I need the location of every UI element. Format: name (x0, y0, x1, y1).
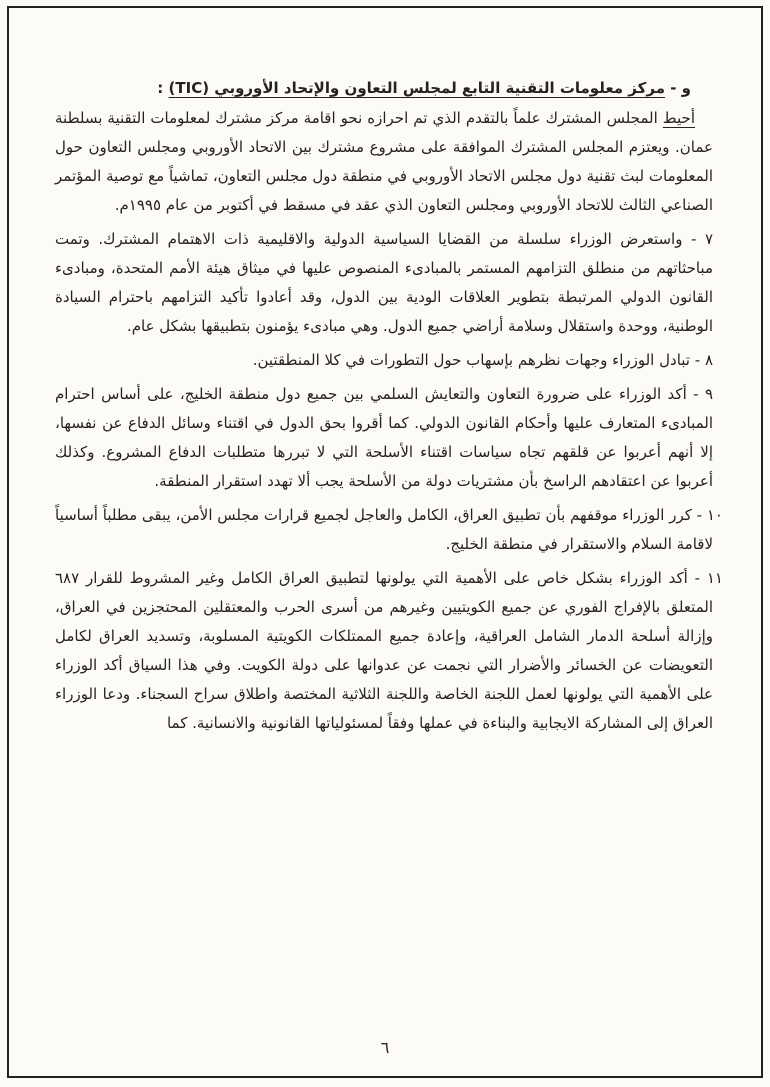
intro-paragraph-text: المجلس المشترك علماً بالتقدم الذي تم احرازه نحو اقامة مركز مشترك لمعلومات التقنية بسلطنة عمان. ويعتزم المجلس المشترك الموافقة على مشروع مشترك بين الاتحاد الأوروبي ومجلس التعاون حول المعلومات لبث تقنية دول مجلس الاتحاد الأوروبي في منطقة دول مجلس التعاون، تماشياً مع توصية المؤتمر الصناعي الثالث للاتحاد الأوروبي ومجلس التعاون الذي عقد في مسقط في أكتوبر من عام ١٩٩٥م. (55, 109, 713, 214)
item-number: ١١ - (694, 569, 723, 587)
section-heading (55, 74, 713, 103)
heading-title: مركز معلومات التقنية التابع لمجلس التعاون والإتحاد الأوروبي (TIC) (168, 79, 665, 97)
intro-paragraph (55, 104, 713, 220)
numbered-item-8 (55, 346, 713, 375)
heading-prefix: و - (670, 79, 691, 97)
numbered-item-10 (55, 501, 723, 559)
item-text: أكد الوزراء على ضرورة التعاون والتعايش السلمي بين جميع دول منطقة الخليج، على أساس احترام المبادىء المتعارف عليها وأحكام القانون الدولي. كما أقروا بحق الدول في اقتناء وسائل الدفاع عن نفسها، إلا أنهم أعربوا عن قلقهم تجاه سياسات اقتناء الأسلحة التي لا تبررها متطلبات الدفاع المشروع. وكذلك أعربوا عن اعتقادهم الراسخ بأن مشتريات دولة من الأسلحة يجب ألا تهدد استقرار المنطقة. (55, 385, 713, 490)
heading-colon: : (157, 79, 164, 97)
item-number: ٨ - (694, 351, 713, 369)
item-text: تبادل الوزراء وجهات نظرهم بإسهاب حول التطورات في كلا المنطقتين. (252, 351, 690, 369)
item-text: أكد الوزراء بشكل خاص على الأهمية التي يولونها لتطبيق العراق الكامل وغير المشروط للقرار ٦٨٧ المتعلق بالإفراج الفوري عن جميع الكويتيين وغيرهم من أسرى الحرب والمعتقلين المحتجزين في العراق، وإزالة أسلحة الدمار الشامل العراقية، وإعادة جميع الممتلكات الكويتية المسلوبة، وتسديد العراق لكامل التعويضات عن الخسائر والأضرار التي نجمت عن عدوانها على دولة الكويت. وفي هذا السياق أكد الوزراء على الأهمية التي يولونها لعمل اللجنة الخاصة واللجنة الثلاثية المختصة واطلاق سراح السجناء. ودعا الوزراء العراق إلى المشاركة الايجابية والبناءة في عملها وفقاً لمسئولياتها القانونية والانسانية. كما (55, 569, 713, 732)
intro-lead-word: أحيط (662, 109, 696, 127)
item-number: ٧ - (691, 230, 713, 248)
document-content (55, 74, 723, 743)
numbered-item-7 (55, 225, 713, 341)
item-text: واستعرض الوزراء سلسلة من القضايا السياسية الدولية والاقليمية ذات الاهتمام المشترك. وتمت مباحثاتهم من منطلق التزامهم المستمر بالمبادىء المنصوص عليها في ميثاق هيئة الأمم المتحدة، ومبادىء القانون الدولي المرتبطة بتطوير العلاقات الودية بين الدول، وقد أعادوا تأكيد التزامهم باحترام السيادة الوطنية، ووحدة واستقلال وسلامة أراضي جميع الدول. وهي مبادىء يؤمنون بتطبيقها بشكل عام. (55, 230, 713, 335)
page-number: ٦ (380, 1038, 390, 1057)
numbered-item-11 (55, 564, 723, 738)
numbered-item-9 (55, 380, 713, 496)
item-number: ١٠ - (696, 506, 723, 524)
item-number: ٩ - (693, 385, 713, 403)
item-text: كرر الوزراء موقفهم بأن تطبيق العراق، الكامل والعاجل لجميع قرارات مجلس الأمن، يبقى مطلباً أساسياً لاقامة السلام والاستقرار في منطقة الخليج. (55, 506, 713, 553)
